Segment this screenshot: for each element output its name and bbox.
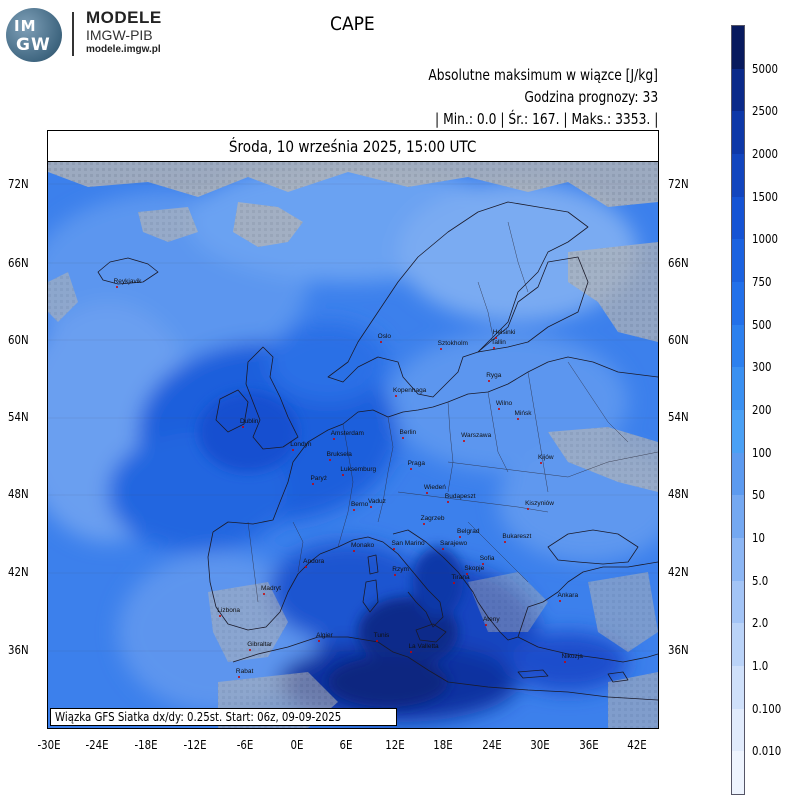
city-label: Bruksela xyxy=(326,450,352,458)
colorbar-segment xyxy=(732,367,744,410)
city-label: Luksemburg xyxy=(340,466,377,474)
colorbar-segment xyxy=(732,623,744,666)
city-marker xyxy=(333,438,335,440)
lat-label-right-72N: 72N xyxy=(668,177,689,191)
city-label: Nikozja xyxy=(561,652,583,660)
lat-label-left-42N: 42N xyxy=(8,565,29,579)
city-label: San Marino xyxy=(391,539,425,547)
colorbar-tick-label: 50 xyxy=(752,488,765,503)
model-info-text: Wiązka GFS Siatka dx/dy: 0.25st. Start: 06z, 09-09-2025 xyxy=(55,710,342,724)
city-label: Mińsk xyxy=(514,410,532,418)
lon-label: 12E xyxy=(385,738,405,752)
imgw-logo-badge xyxy=(6,8,62,62)
city-label: Zagrzeb xyxy=(420,515,445,523)
city-label: Rzym xyxy=(392,565,409,573)
colorbar-segment xyxy=(732,709,744,752)
lon-label: 0E xyxy=(290,738,304,752)
city-marker xyxy=(527,508,529,510)
logo-badge-top-text: IM xyxy=(14,17,37,35)
lon-label: -12E xyxy=(183,738,207,752)
colorbar-tick-label: 0.100 xyxy=(752,701,782,716)
lon-label: 42E xyxy=(627,738,647,752)
logo-title: MODELE xyxy=(86,8,162,27)
city-label: Berno xyxy=(350,501,369,509)
colorbar-segment xyxy=(732,239,744,282)
city-marker xyxy=(410,468,412,470)
lon-label: -18E xyxy=(134,738,158,752)
city-label: Wiedeń xyxy=(423,484,446,492)
colorbar xyxy=(731,25,745,795)
logo-badge-bottom-text: GW xyxy=(16,35,51,55)
lon-label: -24E xyxy=(85,738,109,752)
lat-label-left-54N: 54N xyxy=(8,410,29,424)
city-label: Ryga xyxy=(486,371,502,379)
colorbar-tick-label: 500 xyxy=(752,317,772,332)
city-label: Warszawa xyxy=(461,432,492,440)
city-label: Bukareszt xyxy=(502,533,532,541)
city-marker xyxy=(488,380,490,382)
city-label: Dublin xyxy=(239,418,259,426)
city-label: Algier xyxy=(316,631,333,639)
model-info-note xyxy=(50,708,397,726)
city-label: Helsinki xyxy=(492,328,516,336)
colorbar-segment xyxy=(732,666,744,709)
colorbar-segment xyxy=(732,282,744,325)
colorbar-tick-label: 1.0 xyxy=(752,659,769,673)
city-label: Ateny xyxy=(482,616,500,624)
lon-label: -6E xyxy=(236,738,254,752)
city-label: Budapeszt xyxy=(444,493,476,501)
lon-label: 36E xyxy=(579,738,599,752)
city-label: Kijów xyxy=(538,454,554,462)
map-frame xyxy=(47,130,659,729)
city-label: Oslo xyxy=(377,332,392,340)
city-label: Wilno xyxy=(495,400,513,408)
city-label: Amsterdam xyxy=(330,429,364,437)
lat-label-left-60N: 60N xyxy=(8,333,29,347)
city-label: Ankara xyxy=(557,591,579,599)
city-label: Skopje xyxy=(464,564,485,572)
lat-label-right-66N: 66N xyxy=(668,256,689,270)
city-marker xyxy=(329,459,331,461)
colorbar-segment xyxy=(732,538,744,581)
lat-label-right-48N: 48N xyxy=(668,487,689,501)
colorbar-segment xyxy=(732,581,744,624)
lon-label: 6E xyxy=(339,738,353,752)
city-label: La Valletta xyxy=(408,643,439,651)
city-label: Rabat xyxy=(235,668,254,676)
valid-date-bar xyxy=(48,131,658,162)
valid-date-text: Środa, 10 września 2025, 15:00 UTC xyxy=(229,137,477,156)
city-marker xyxy=(238,676,240,678)
lat-label-left-48N: 48N xyxy=(8,487,29,501)
city-label: Berlin xyxy=(399,428,417,436)
colorbar-segment xyxy=(732,111,744,154)
city-marker xyxy=(498,408,500,410)
colorbar-tick-label: 2500 xyxy=(752,104,778,119)
colorbar-segment xyxy=(732,495,744,538)
city-marker xyxy=(380,341,382,343)
lon-label: 18E xyxy=(433,738,453,752)
colorbar-tick-label: 10 xyxy=(752,531,765,545)
field-title: CAPE xyxy=(330,13,375,35)
colorbar-segment xyxy=(732,751,744,794)
field-statistics: | Min.: 0.0 | Śr.: 167. | Maks.: 3353. | xyxy=(434,110,658,128)
cape-map xyxy=(48,162,658,728)
colorbar-tick-label: 300 xyxy=(752,360,772,375)
colorbar-tick-label: 1500 xyxy=(752,189,778,204)
city-marker xyxy=(442,548,444,550)
city-label: Andora xyxy=(303,558,325,566)
city-marker xyxy=(402,437,404,439)
map-area xyxy=(48,162,658,728)
city-label: Tunis xyxy=(373,631,390,639)
lat-label-left-36N: 36N xyxy=(8,643,29,657)
lat-label-right-36N: 36N xyxy=(668,643,689,657)
colorbar-tick-label: 100 xyxy=(752,445,772,460)
city-label: Sofia xyxy=(479,555,495,563)
logo-subtitle: IMGW-PIB xyxy=(86,27,153,43)
colorbar-tick-label: 200 xyxy=(752,403,772,417)
city-label: Vaduz xyxy=(367,498,386,506)
city-marker xyxy=(376,640,378,642)
city-label: Kiszyniów xyxy=(525,499,554,507)
lat-label-right-54N: 54N xyxy=(668,410,689,424)
logo-divider xyxy=(72,12,74,56)
city-label: Praga xyxy=(407,459,425,467)
colorbar-segment xyxy=(732,325,744,368)
field-description: Absolutne maksimum w wiązce [J/kg] xyxy=(428,66,658,84)
city-label: Sarajewo xyxy=(440,539,468,547)
city-label: Kopenhaga xyxy=(393,387,427,395)
colorbar-segment xyxy=(732,69,744,112)
lon-label: -30E xyxy=(37,738,61,752)
city-label: Londyn xyxy=(290,441,312,449)
city-label: Monako xyxy=(350,542,375,550)
forecast-hour: Godzina prognozy: 33 xyxy=(524,88,658,106)
colorbar-tick-label: 2000 xyxy=(752,147,778,161)
colorbar-tick-label: 1000 xyxy=(752,232,778,247)
city-label: Lizbona xyxy=(217,607,241,615)
colorbar-segment xyxy=(732,197,744,240)
city-label: Reykjavik xyxy=(113,278,142,286)
city-label: Madryt xyxy=(261,585,281,593)
colorbar-tick-label: 750 xyxy=(752,275,772,289)
colorbar-tick-label: 5.0 xyxy=(752,573,769,588)
city-marker xyxy=(318,640,320,642)
colorbar-segment xyxy=(732,154,744,197)
city-label: Gibraltar xyxy=(247,640,273,648)
colorbar-tick-label: 2.0 xyxy=(752,616,769,631)
lat-label-left-72N: 72N xyxy=(8,177,29,191)
lon-label: 30E xyxy=(530,738,550,752)
colorbar-tick-label: 5000 xyxy=(752,61,778,76)
city-label: Sztokholm xyxy=(437,340,468,348)
lat-label-right-60N: 60N xyxy=(668,333,689,347)
colorbar-segment xyxy=(732,453,744,496)
city-label: Tirana xyxy=(451,573,470,581)
logo-url: modele.imgw.pl xyxy=(86,44,161,55)
lon-label: 24E xyxy=(482,738,502,752)
city-label: Belgrad xyxy=(457,528,480,536)
city-label: Paryż xyxy=(310,475,328,483)
colorbar-segment xyxy=(732,410,744,453)
city-marker xyxy=(353,509,355,511)
colorbar-segment xyxy=(732,26,744,69)
lat-label-right-42N: 42N xyxy=(668,565,689,579)
city-label: Tallin xyxy=(491,339,506,347)
colorbar-tick-label: 0.010 xyxy=(752,744,782,759)
lat-label-left-66N: 66N xyxy=(8,256,29,270)
city-marker xyxy=(564,661,566,663)
